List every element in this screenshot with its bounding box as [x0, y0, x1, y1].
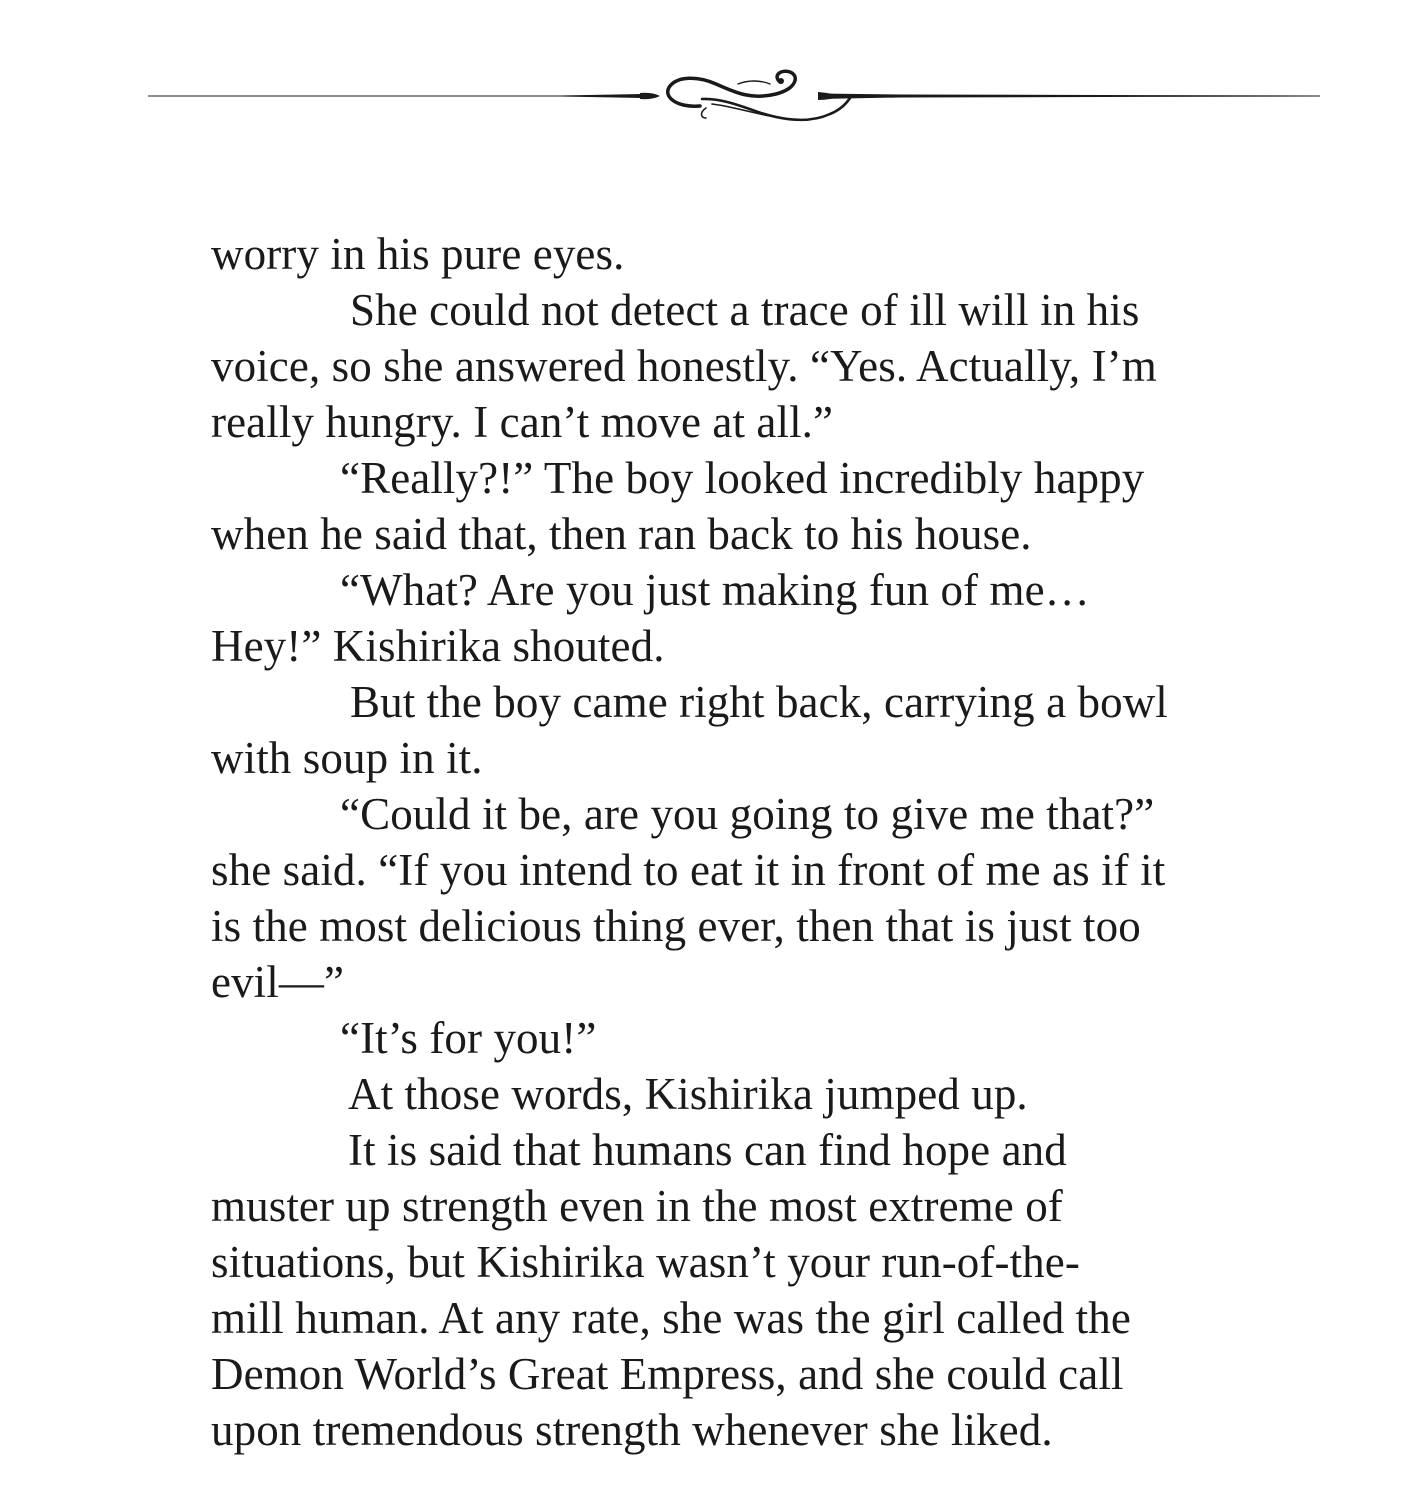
- text-line: when he said that, then ran back to his house.: [211, 509, 1032, 559]
- text-line: “It’s for you!”: [340, 1013, 597, 1063]
- text-line: evil—”: [211, 957, 345, 1007]
- text-line: worry in his pure eyes.: [211, 229, 625, 279]
- text-line: It is said that humans can find hope and: [348, 1125, 1067, 1175]
- text-line: really hungry. I can’t move at all.”: [211, 397, 834, 447]
- text-line: “Could it be, are you going to give me that?”: [340, 789, 1155, 839]
- text-line: voice, so she answered honestly. “Yes. Actually, I’m: [211, 341, 1157, 391]
- text-line: But the boy came right back, carrying a bowl: [350, 677, 1168, 727]
- text-line: mill human. At any rate, she was the girl called the: [211, 1293, 1131, 1343]
- text-line: situations, but Kishirika wasn’t your run-of-the-: [211, 1237, 1080, 1287]
- text-line: is the most delicious thing ever, then that is just too: [211, 901, 1141, 951]
- flourish-divider-icon: [0, 0, 1404, 140]
- text-line: “What? Are you just making fun of me…: [340, 565, 1090, 615]
- text-line: with soup in it.: [211, 733, 483, 783]
- text-line: Hey!” Kishirika shouted.: [211, 621, 665, 671]
- text-line: muster up strength even in the most extreme of: [211, 1181, 1063, 1231]
- text-line: “Really?!” The boy looked incredibly happy: [340, 453, 1145, 503]
- text-line: At those words, Kishirika jumped up.: [348, 1069, 1028, 1119]
- text-line: upon tremendous strength whenever she liked.: [211, 1405, 1053, 1455]
- text-line: Demon World’s Great Empress, and she could call: [211, 1349, 1124, 1399]
- text-line: she said. “If you intend to eat it in front of me as if it: [211, 845, 1166, 895]
- text-line: She could not detect a trace of ill will in his: [350, 285, 1140, 335]
